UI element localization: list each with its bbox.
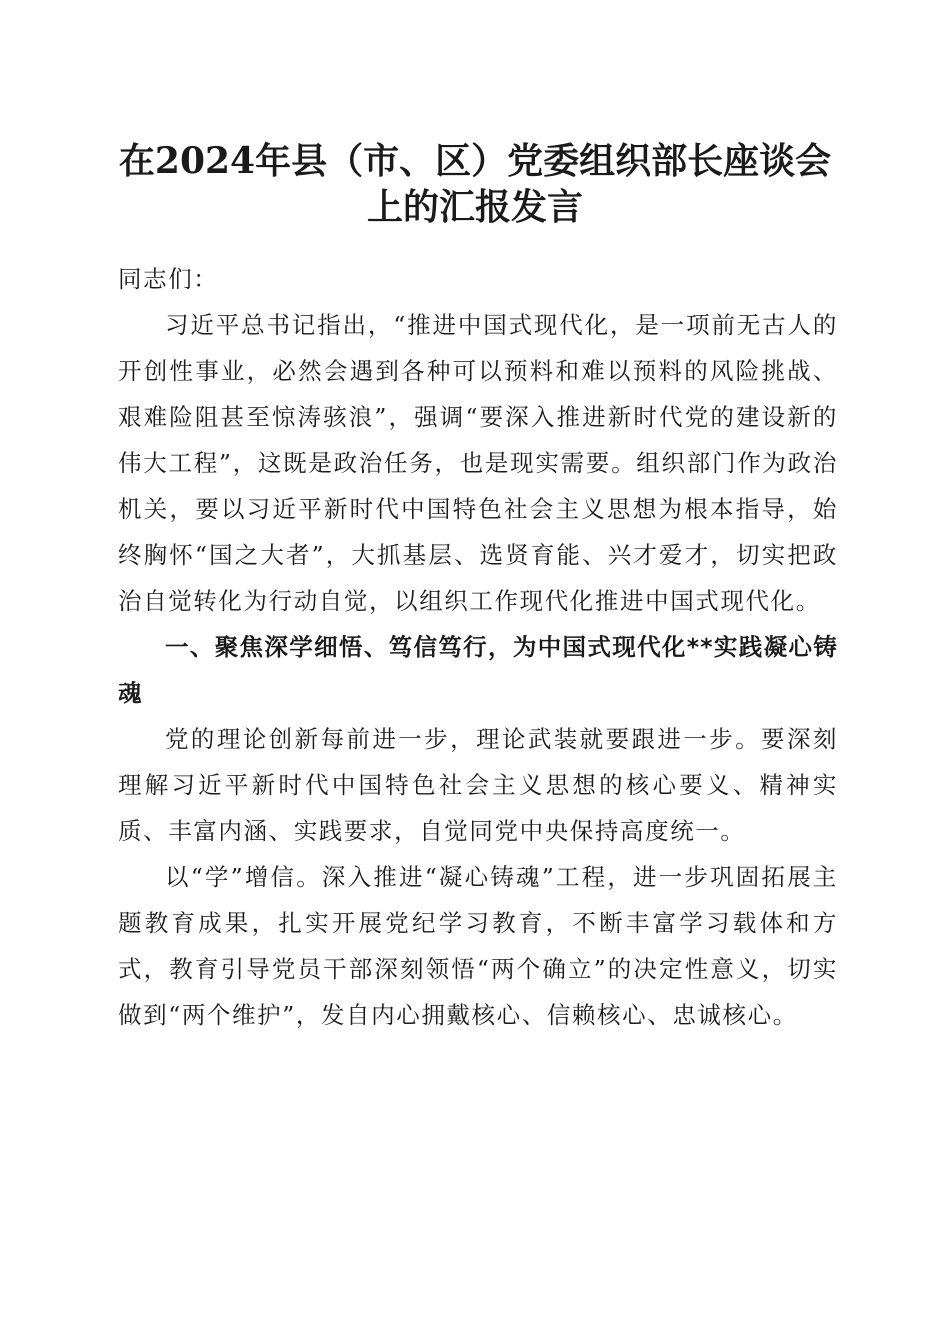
greeting: 同志们： — [118, 265, 219, 293]
section-heading-1: 一、聚焦深学细悟、笃信笃行，为中国式现代化**实践凝心铸魂 — [118, 633, 838, 707]
document-title-line-1: 在2024年县（市、区）党委组织部长座谈会 — [118, 140, 832, 182]
document-body — [118, 256, 838, 1038]
paragraph-section-1: 党的理论创新每前进一步，理论武装就要跟进一步。要深刻理解习近平新时代中国特色社会主义思想的核心要义、精神实质、丰富内涵、实践要求，自觉同党中央保持高度统一。 — [118, 725, 838, 845]
document-title-line-2: 上的汇报发言 — [366, 186, 583, 228]
paragraph-intro: 习近平总书记指出，“推进中国式现代化，是一项前无古人的开创性事业，必然会遇到各种可以预料和难以预料的风险挑战、艰难险阻甚至惊涛骇浪”，强调“要深入推进新时代党的建设新的伟大工程”，这既是政治任务，也是现实需要。组织部门作为政治机关，要以习近平新时代中国特色社会主义思想为根本指导，始终胸怀“国之大者”，大抓基层、选贤育能、兴才爱才，切实把政治自觉转化为行动自觉，以组织工作现代化推进中国式现代化。 — [118, 311, 838, 615]
paragraph-learning: 以“学”增信。深入推进“凝心铸魂”工程，进一步巩固拓展主题教育成果，扎实开展党纪学习教育，不断丰富学习载体和方式，教育引导党员干部深刻领悟“两个确立”的决定性意义，切实做到“两个维护”，发自内心拥戴核心、信赖核心、忠诚核心。 — [118, 863, 838, 1029]
